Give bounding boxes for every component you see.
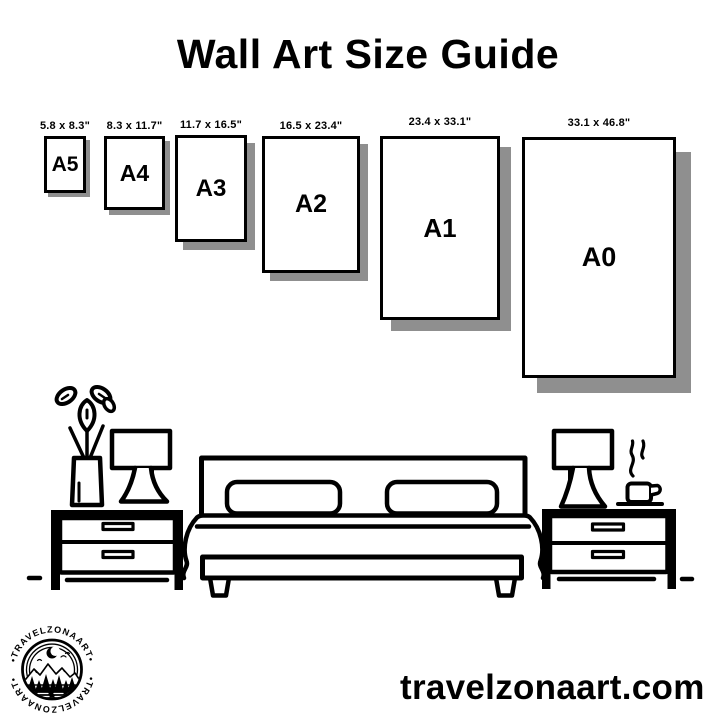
size-name-label: A0 bbox=[581, 242, 617, 272]
drawer-handle bbox=[103, 524, 133, 530]
drawer-handle bbox=[103, 552, 133, 558]
size-name-label: A4 bbox=[119, 159, 150, 186]
cup-handle bbox=[651, 486, 660, 496]
logo-arc-text-bottom: •TRAVELZONAART• bbox=[7, 675, 97, 715]
coffee-cup-icon bbox=[618, 441, 662, 504]
size-sheet-a4 bbox=[104, 120, 165, 210]
size-name-label: A2 bbox=[295, 190, 327, 218]
website-url: travelzonaart.com bbox=[400, 668, 705, 707]
size-name-label: A1 bbox=[423, 212, 457, 243]
table-lamp-left-icon bbox=[112, 431, 170, 502]
size-dimensions-label: 5.8 x 8.3" bbox=[39, 120, 91, 132]
size-sheet-a1 bbox=[380, 116, 500, 320]
logo-arc-text-top: •TRAVELZONAART• bbox=[7, 624, 97, 664]
size-sheet-a3 bbox=[175, 119, 247, 242]
size-dimensions-label: 33.1 x 46.8" bbox=[567, 117, 631, 129]
size-name-label: A5 bbox=[51, 152, 79, 176]
size-sheet-a2 bbox=[262, 120, 360, 273]
steam bbox=[631, 441, 634, 476]
size-dimensions-label: 11.7 x 16.5" bbox=[179, 119, 243, 131]
double-bed-with-pillows bbox=[183, 458, 543, 596]
pillow-right bbox=[387, 482, 497, 514]
potted-plant-icon bbox=[54, 384, 117, 505]
size-dimensions-label: 23.4 x 33.1" bbox=[408, 116, 472, 128]
steam bbox=[642, 441, 644, 458]
bed-leg-right bbox=[496, 578, 515, 596]
vase bbox=[72, 458, 102, 505]
drawer-handle bbox=[593, 524, 624, 530]
size-dimensions-label: 16.5 x 23.4" bbox=[279, 120, 343, 132]
size-sheet-a5 bbox=[39, 120, 91, 193]
size-sheet-a0 bbox=[522, 117, 676, 378]
bed-leg-left bbox=[210, 578, 229, 596]
size-dimensions-label: 8.3 x 11.7" bbox=[106, 120, 163, 132]
table-lamp-right-icon bbox=[554, 431, 612, 507]
pillow-left bbox=[227, 482, 340, 514]
bed-frame bbox=[203, 557, 522, 578]
drawer-handle bbox=[593, 552, 624, 558]
travelzonaart-logo-badge bbox=[6, 624, 98, 716]
page-title: Wall Art Size Guide bbox=[176, 31, 560, 77]
bedroom-illustration bbox=[0, 380, 720, 602]
size-name-label: A3 bbox=[195, 174, 227, 202]
